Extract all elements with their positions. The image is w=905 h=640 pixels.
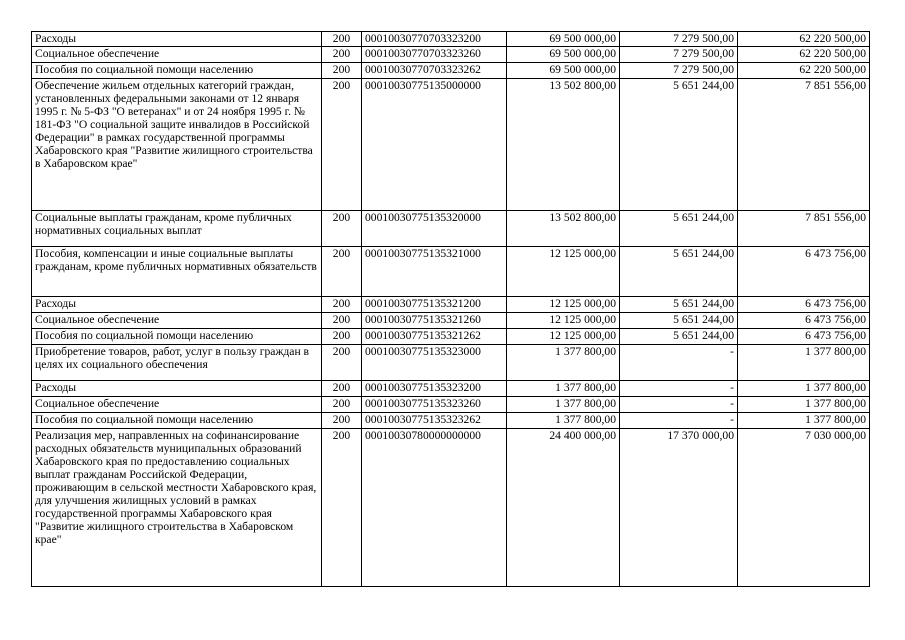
table-row	[32, 211, 870, 247]
table-row	[32, 397, 870, 413]
row-kbk-cell: 00010030770703323260	[362, 47, 507, 63]
table-row	[32, 429, 870, 587]
row-name-cell: Социальное обеспечение	[32, 313, 322, 329]
row-unexecuted-cell: 1 377 800,00	[738, 345, 870, 381]
row-kbk-cell: 00010030770703323200	[362, 32, 507, 47]
row-name-cell: Социальное обеспечение	[32, 47, 322, 63]
row-code-cell: 200	[322, 211, 362, 247]
table-body	[32, 32, 870, 587]
table-row	[32, 32, 870, 47]
row-name-cell: Пособия, компенсации и иные социальные выплаты гражданам, кроме публичных нормативных обязательств	[32, 247, 322, 297]
row-kbk-cell: 00010030775135320000	[362, 211, 507, 247]
row-approved-cell: 13 502 800,00	[507, 211, 620, 247]
row-executed-cell: 5 651 244,00	[620, 211, 738, 247]
row-executed-cell: 7 279 500,00	[620, 32, 738, 47]
row-kbk-cell: 00010030775135323262	[362, 413, 507, 429]
row-kbk-cell: 00010030775135321200	[362, 297, 507, 313]
row-approved-cell: 1 377 800,00	[507, 413, 620, 429]
row-unexecuted-cell: 62 220 500,00	[738, 32, 870, 47]
row-kbk-cell: 00010030775135323260	[362, 397, 507, 413]
row-unexecuted-cell: 7 851 556,00	[738, 79, 870, 211]
table-row	[32, 297, 870, 313]
row-executed-cell: 7 279 500,00	[620, 63, 738, 79]
row-name-cell: Расходы	[32, 32, 322, 47]
row-name-cell: Социальное обеспечение	[32, 397, 322, 413]
row-executed-cell: -	[620, 397, 738, 413]
row-approved-cell: 69 500 000,00	[507, 63, 620, 79]
row-executed-cell: -	[620, 345, 738, 381]
row-unexecuted-cell: 1 377 800,00	[738, 413, 870, 429]
row-code-cell: 200	[322, 63, 362, 79]
row-unexecuted-cell: 7 851 556,00	[738, 211, 870, 247]
row-unexecuted-cell: 6 473 756,00	[738, 297, 870, 313]
row-unexecuted-cell: 6 473 756,00	[738, 247, 870, 297]
row-approved-cell: 24 400 000,00	[507, 429, 620, 587]
table-row	[32, 329, 870, 345]
table-row	[32, 345, 870, 381]
row-approved-cell: 1 377 800,00	[507, 397, 620, 413]
row-unexecuted-cell: 1 377 800,00	[738, 397, 870, 413]
table-row	[32, 247, 870, 297]
row-code-cell: 200	[322, 345, 362, 381]
row-executed-cell: 17 370 000,00	[620, 429, 738, 587]
row-kbk-cell: 00010030780000000000	[362, 429, 507, 587]
table-row	[32, 413, 870, 429]
row-executed-cell: 7 279 500,00	[620, 47, 738, 63]
row-approved-cell: 1 377 800,00	[507, 381, 620, 397]
row-executed-cell: -	[620, 413, 738, 429]
row-approved-cell: 12 125 000,00	[507, 329, 620, 345]
row-name-cell: Расходы	[32, 381, 322, 397]
row-name-cell: Обеспечение жильем отдельных категорий граждан, установленных федеральными законами от 12 января 1995 г. № 5-ФЗ "О ветеранах" и от 24 ноября 1995 г. № 181-ФЗ "О социальной защите инвалидов в Российской Федерации" в рамках государственной программы Хабаровского края "Развитие жилищного строительства в Хабаровском крае"	[32, 79, 322, 211]
row-name-cell: Пособия по социальной помощи населению	[32, 63, 322, 79]
row-unexecuted-cell: 6 473 756,00	[738, 313, 870, 329]
row-executed-cell: 5 651 244,00	[620, 313, 738, 329]
row-executed-cell: 5 651 244,00	[620, 79, 738, 211]
row-executed-cell: 5 651 244,00	[620, 329, 738, 345]
row-code-cell: 200	[322, 32, 362, 47]
row-unexecuted-cell: 7 030 000,00	[738, 429, 870, 587]
row-code-cell: 200	[322, 329, 362, 345]
row-name-cell: Пособия по социальной помощи населению	[32, 329, 322, 345]
row-name-cell: Расходы	[32, 297, 322, 313]
row-kbk-cell: 00010030775135000000	[362, 79, 507, 211]
row-code-cell: 200	[322, 313, 362, 329]
row-unexecuted-cell: 1 377 800,00	[738, 381, 870, 397]
row-kbk-cell: 00010030775135323200	[362, 381, 507, 397]
row-approved-cell: 12 125 000,00	[507, 313, 620, 329]
row-code-cell: 200	[322, 381, 362, 397]
budget-execution-table	[31, 31, 870, 587]
row-code-cell: 200	[322, 47, 362, 63]
row-kbk-cell: 00010030775135321262	[362, 329, 507, 345]
row-kbk-cell: 00010030775135323000	[362, 345, 507, 381]
row-approved-cell: 69 500 000,00	[507, 47, 620, 63]
row-unexecuted-cell: 62 220 500,00	[738, 47, 870, 63]
row-approved-cell: 69 500 000,00	[507, 32, 620, 47]
row-name-cell: Пособия по социальной помощи населению	[32, 413, 322, 429]
row-name-cell: Реализация мер, направленных на софинансирование расходных обязательств муниципальных образований Хабаровского края по предоставлению социальных выплат гражданам Российской Федерации, проживающим в сельской местности Хабаровского края, для улучшения жилищных условий в рамках государственной программы Хабаровского края "Развитие жилищного строительства в Хабаровском крае"	[32, 429, 322, 587]
table-row	[32, 313, 870, 329]
row-code-cell: 200	[322, 397, 362, 413]
row-name-cell: Приобретение товаров, работ, услуг в пользу граждан в целях их социального обеспечения	[32, 345, 322, 381]
row-approved-cell: 12 125 000,00	[507, 297, 620, 313]
row-kbk-cell: 00010030770703323262	[362, 63, 507, 79]
row-kbk-cell: 00010030775135321260	[362, 313, 507, 329]
row-executed-cell: 5 651 244,00	[620, 297, 738, 313]
row-code-cell: 200	[322, 429, 362, 587]
row-unexecuted-cell: 62 220 500,00	[738, 63, 870, 79]
row-name-cell: Социальные выплаты гражданам, кроме публичных нормативных социальных выплат	[32, 211, 322, 247]
row-code-cell: 200	[322, 297, 362, 313]
table-row	[32, 79, 870, 211]
table-row	[32, 47, 870, 63]
row-unexecuted-cell: 6 473 756,00	[738, 329, 870, 345]
row-executed-cell: -	[620, 381, 738, 397]
table-row	[32, 63, 870, 79]
row-approved-cell: 13 502 800,00	[507, 79, 620, 211]
table-row	[32, 381, 870, 397]
row-kbk-cell: 00010030775135321000	[362, 247, 507, 297]
row-approved-cell: 12 125 000,00	[507, 247, 620, 297]
row-code-cell: 200	[322, 247, 362, 297]
row-code-cell: 200	[322, 79, 362, 211]
row-code-cell: 200	[322, 413, 362, 429]
row-approved-cell: 1 377 800,00	[507, 345, 620, 381]
row-executed-cell: 5 651 244,00	[620, 247, 738, 297]
